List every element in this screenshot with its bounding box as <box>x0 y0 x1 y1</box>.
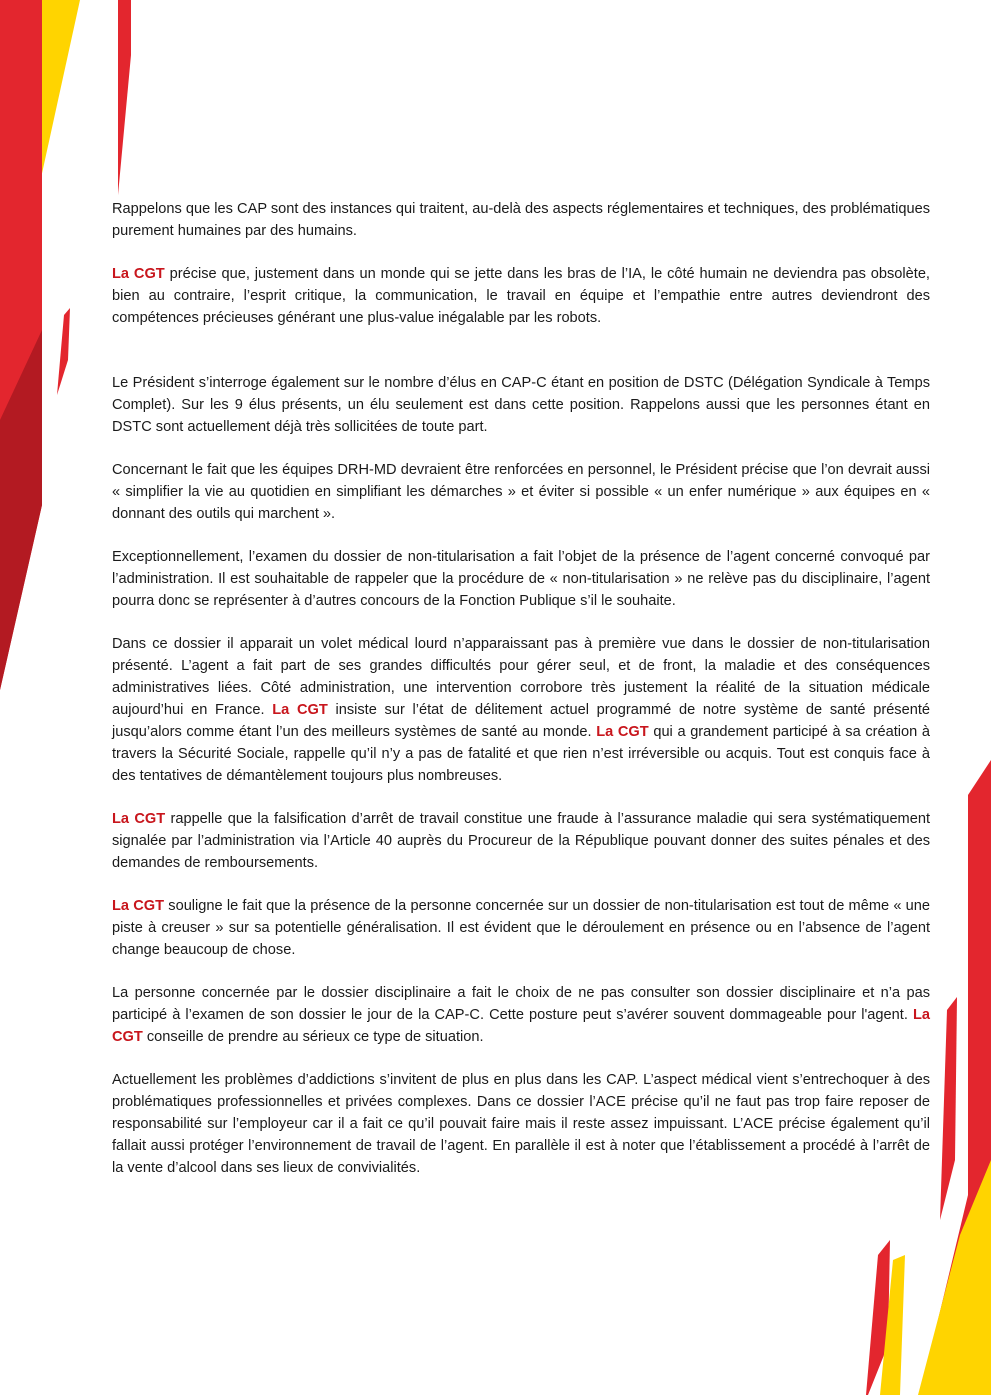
text-segment: insiste sur l’état de délitement actuel programmé de notre système de santé présenté jusqu’alors comme étant l’un des meilleurs systèmes de santé au monde. <box>112 702 931 740</box>
text-segment: Concernant le fait que les équipes DRH-MD devraient être renforcées en personnel, le Président précise que l’on devrait aussi « simplifier la vie au quotidien en simplifiant les démarches » et éviter si possible « un enfer numérique » aux équipes en « donnant des outils qui marchent ». <box>112 462 930 522</box>
text-segment: Le Président s’interroge également sur le nombre d’élus en CAP-C étant en position de DSTC (Délégation Syndicale à Temps Complet). Sur les 9 élus présents, un élu seulement est dans cette position. Rappelons aussi que les personnes étant en DSTC sont actuellement déjà très sollicitées de toute part. <box>112 375 930 435</box>
text-segment: Dans ce dossier il apparait un volet médical lourd n’apparaissant pas à première vue dans le dossier de non-titularisation présenté. L’agent a fait part de ses grandes difficultés pour gérer seul, et de front, la maladie et des conséquences administratives liées. Côté administration, une intervention corrobore très justement la réalité de la situation médicale aujourd’hui en France. <box>112 636 930 718</box>
cgt-highlight: La CGT <box>112 811 166 827</box>
paragraph-volet-medical <box>112 633 930 787</box>
cgt-highlight: La CGT <box>112 1007 930 1045</box>
text-segment: qui a grandement participé à sa création à travers la Sécurité Sociale, rappelle qu’il n’y a pas de fatalité et que rien n’est irréversible ou acquis. Tout est conquis face à des tentatives de démantèlement toujours plus nombreuses. <box>112 724 931 784</box>
paragraph-presence <box>112 895 930 961</box>
text-segment: Exceptionnellement, l’examen du dossier de non-titularisation a fait l’objet de la présence de l’agent concerné convoqué par l’administration. Il est souhaitable de rappeler que la procédure de « non-titularisation » ne relève pas du disciplinaire, l’agent pourra donc se représenter à d’autres concours de la Fonction Publique s’il le souhaite. <box>112 549 930 609</box>
document-body <box>112 198 930 1200</box>
cgt-highlight: La CGT <box>272 702 328 718</box>
right-red-thin-stripe <box>940 997 957 1220</box>
left-red-small-stripe <box>57 308 70 395</box>
text-segment: rappelle que la falsification d’arrêt de travail constitue une fraude à l’assurance maladie qui sera systématiquement signalée par l’administration via l’Article 40 auprès du Procureur de la République pouvant donner des suites pénales et des demandes de remboursements. <box>112 811 930 871</box>
paragraph-falsification <box>112 808 930 874</box>
paragraph-cap-instances <box>112 198 930 242</box>
left-red-thin-stripe <box>118 0 131 195</box>
text-segment: précise que, justement dans un monde qui se jette dans les bras de l’IA, le côté humain ne deviendra pas obsolète, bien au contraire, l’esprit critique, la communication, le travail en équipe et l’empathie entre autres deviendront des compétences précieuses générant une plus-value inégalable par les robots. <box>112 266 930 326</box>
cgt-highlight: La CGT <box>112 898 165 914</box>
paragraph-cgt-ia <box>112 263 930 329</box>
paragraph-non-titularisation <box>112 546 930 612</box>
text-segment: Actuellement les problèmes d’addictions s’invitent de plus en plus dans les CAP. L’aspect médical vient s’entrechoquer à des problématiques professionnelles et privées complexes. Dans ce dossier l’ACE précise qu’il ne faut pas trop faire reposer de responsabilité sur l’employeur car il a fait ce qu’il pouvait faire mais il reste assez impuissant. L’ACE précise également qu’il fallait aussi protéger l’environnement de travail de l’agent. En parallèle il est à noter que l’établissement a procédé à l’arrêt de la vente d’alcool dans ses lieux de convivialités. <box>112 1072 930 1176</box>
text-segment: La personne concernée par le dossier disciplinaire a fait le choix de ne pas consulter son dossier disciplinaire et n’a pas participé à l’examen de son dossier le jour de la CAP-C. Cette posture peut s’avérer souvent dommageable pour l'agent. <box>112 985 930 1023</box>
paragraph-drh-md <box>112 459 930 525</box>
text-segment: conseille de prendre au sérieux ce type de situation. <box>142 1029 484 1045</box>
paragraph-addictions <box>112 1069 930 1179</box>
text-segment: souligne le fait que la présence de la personne concernée sur un dossier de non-titularisation est tout de même « une piste à creuser » sur sa potentielle généralisation. Il est évident que le déroulement en présence ou en l’absence de l’agent change beaucoup de chose. <box>112 898 930 958</box>
paragraph-disciplinaire <box>112 982 930 1048</box>
paragraph-president-dstc <box>112 372 930 438</box>
text-segment: Rappelons que les CAP sont des instances qui traitent, au-delà des aspects réglementaires et techniques, des problématiques purement humaines par des humains. <box>112 201 930 239</box>
cgt-highlight: La CGT <box>112 266 165 282</box>
cgt-highlight: La CGT <box>596 724 649 740</box>
